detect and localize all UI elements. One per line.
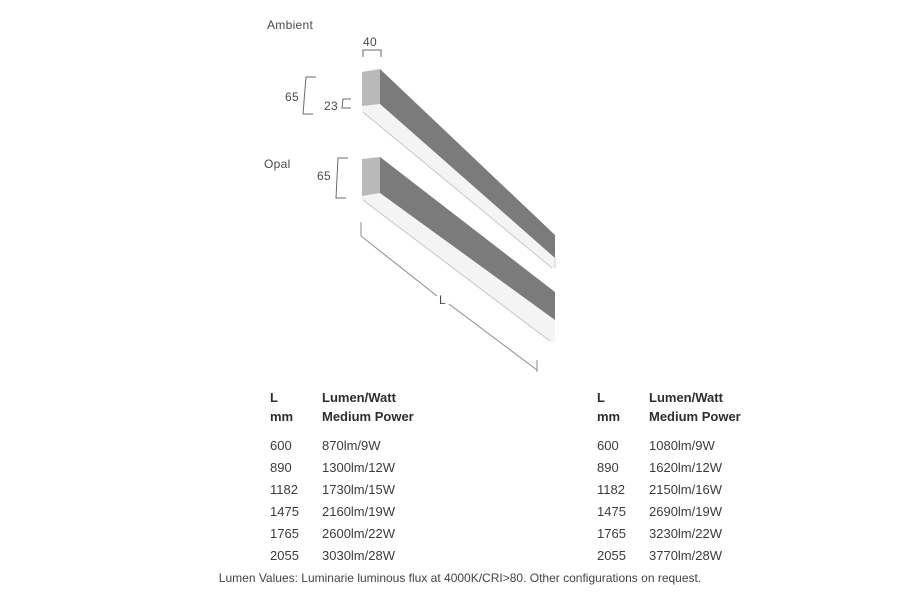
row-value: 1730lm/15W bbox=[322, 482, 395, 497]
row-value: 2160lm/19W bbox=[322, 504, 395, 519]
row-length: 1765 bbox=[597, 526, 626, 541]
row-length: 1182 bbox=[597, 482, 625, 497]
ambient-height-label: 65 bbox=[285, 90, 299, 104]
header-unit: mm bbox=[597, 409, 621, 424]
header-power: Medium Power bbox=[649, 409, 741, 424]
lumen-table-opal bbox=[597, 388, 817, 568]
length-label: L bbox=[439, 293, 446, 307]
header-lumen-watt: Lumen/Watt bbox=[649, 390, 723, 405]
row-length: 600 bbox=[270, 438, 292, 453]
row-length: 1765 bbox=[270, 526, 299, 541]
row-length: 2055 bbox=[597, 548, 626, 563]
ambient-height-dimension bbox=[303, 77, 316, 114]
row-value: 1300lm/12W bbox=[322, 460, 395, 475]
row-value: 1080lm/9W bbox=[649, 438, 715, 453]
opal-height-label: 65 bbox=[317, 169, 331, 183]
row-value: 2150lm/16W bbox=[649, 482, 722, 497]
row-value: 1620lm/12W bbox=[649, 460, 722, 475]
header-length: L bbox=[270, 390, 278, 405]
variant-label-opal: Opal bbox=[264, 157, 291, 171]
row-length: 600 bbox=[597, 438, 619, 453]
row-value: 870lm/9W bbox=[322, 438, 381, 453]
header-lumen-watt: Lumen/Watt bbox=[322, 390, 396, 405]
footnote: Lumen Values: Luminarie luminous flux at 4000K/CRI>80. Other configurations on request. bbox=[218, 571, 702, 585]
row-length: 890 bbox=[270, 460, 292, 475]
inner-height-label: 23 bbox=[324, 99, 338, 113]
inner-height-dimension bbox=[342, 99, 351, 108]
row-value: 2690lm/19W bbox=[649, 504, 722, 519]
width-dimension bbox=[363, 50, 381, 57]
lumen-table-ambient bbox=[270, 388, 490, 568]
row-length: 1182 bbox=[270, 482, 298, 497]
row-length: 2055 bbox=[270, 548, 299, 563]
opal-height-dimension bbox=[336, 158, 348, 198]
row-length: 890 bbox=[597, 460, 619, 475]
width-dimension-label: 40 bbox=[363, 35, 377, 49]
variant-label-ambient: Ambient bbox=[267, 18, 314, 32]
row-length: 1475 bbox=[270, 504, 299, 519]
row-value: 2600lm/22W bbox=[322, 526, 395, 541]
header-length: L bbox=[597, 390, 605, 405]
row-value: 3230lm/22W bbox=[649, 526, 722, 541]
header-unit: mm bbox=[270, 409, 294, 424]
row-length: 1475 bbox=[597, 504, 626, 519]
row-value: 3030lm/28W bbox=[322, 548, 395, 563]
header-power: Medium Power bbox=[322, 409, 414, 424]
row-value: 3770lm/28W bbox=[649, 548, 722, 563]
